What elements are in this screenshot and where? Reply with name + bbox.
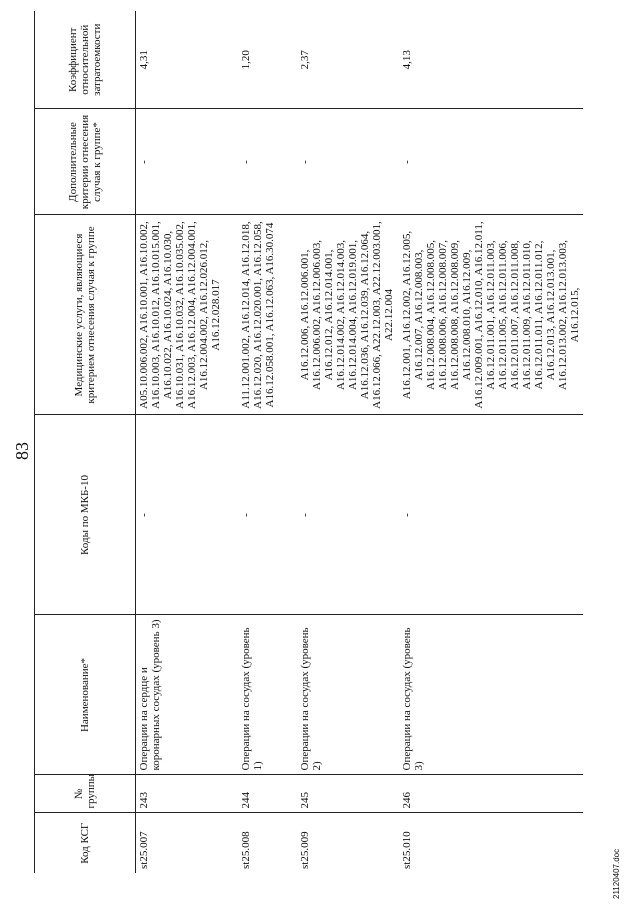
- cell-coefficient: 1,20: [238, 11, 297, 109]
- cell-services: A05.10.006.002, A16.10.001, A16.10.002, A16.10.003, A16.10.012, A16.10.015.001, A16.10.022, A16.10.024, A16.10.030, A16.10.031, A16.10.032, A16.10.035.002, A16.12.003, A16.12.004, A16.12.004.001, A16.12.004.002, A16.12.026.012, A16.12.028.017: [136, 215, 239, 415]
- table-row: [136, 11, 239, 873]
- header-mkb: Коды по МКБ-10: [35, 415, 136, 615]
- cell-name: Операции на сосудах (уровень 3): [399, 615, 583, 775]
- table-header-row: [35, 11, 136, 873]
- cell-code: st25.007: [138, 831, 150, 869]
- cell-services: A11.12.001.002, A16.12.014, A16.12.018, A16.12.020, A16.12.020.001, A16.12.058, A16.12.058.001, A16.12.063, A16.30.074: [238, 215, 297, 415]
- header-code: Код КСГ: [35, 813, 136, 873]
- table-row: [238, 11, 297, 873]
- cell-mkb: -: [399, 415, 583, 615]
- cell-code: st25.010: [401, 831, 413, 869]
- cell-group-no: 243: [136, 775, 239, 813]
- cell-extra-criteria: -: [238, 109, 297, 215]
- page-number: 83: [12, 442, 32, 460]
- cell-group-no: 244: [238, 775, 297, 813]
- cell-services: A16.12.001, A16.12.002, A16.12.005, A16.12.007, A16.12.008.003, A16.12.008.004, A16.12.008.005, A16.12.008.006, A16.12.008.007, A16.12.008.008, A16.12.008.009, A16.12.008.010, A16.12.009, A16.12.009.001, A16.12.010, A16.12.011, A16.12.011.001, A16.12.011.003, A16.12.011.005, A16.12.011.006, A16.12.011.007, A16.12.011.008, A16.12.011.009, A16.12.011.010, A16.12.011.011, A16.12.011.012, A16.12.013, A16.12.013.001, A16.12.013.002, A16.12.013.003, A16.12.015,: [399, 215, 583, 415]
- cell-group-no: 246: [399, 775, 583, 813]
- table-row: [399, 11, 583, 873]
- cell-coefficient: 4,13: [399, 11, 583, 109]
- cell-name: Операции на сосудах (уровень 2): [297, 615, 399, 775]
- header-extra-criteria: Дополнительные критерии отнесения случая к группе*: [35, 109, 136, 215]
- cell-services: A16.12.006, A16.12.006.001, A16.12.006.002, A16.12.006.003, A16.12.012, A16.12.014.001, A16.12.014.002, A16.12.014.003, A16.12.014.004, A16.12.019.001, A16.12.036, A16.12.039, A16.12.064, A16.12.066, A22.12.003, A22.12.003.001, A22.12.004: [297, 215, 399, 415]
- cell-name: Операции на сердце и коронарных сосудах (уровень 3): [136, 615, 239, 775]
- header-coefficient: Коэффициент относительной затратоемкости: [35, 11, 136, 109]
- table-row: [297, 11, 399, 873]
- cell-group-no: 245: [297, 775, 399, 813]
- cell-mkb: -: [297, 415, 399, 615]
- cell-mkb: -: [136, 415, 239, 615]
- header-services: Медицинские услуги, являющиеся критерием отнесения случая к группе: [35, 215, 136, 415]
- header-group-no: № группы: [35, 775, 136, 813]
- cell-code: st25.009: [299, 831, 311, 869]
- cell-code: st25.008: [240, 831, 252, 869]
- ksg-table: [34, 11, 583, 873]
- cell-extra-criteria: -: [297, 109, 399, 215]
- cell-extra-criteria: -: [136, 109, 239, 215]
- cell-coefficient: 4,31: [136, 11, 239, 109]
- document-file-id: 21120407.doc: [612, 848, 621, 899]
- header-name: Наименование*: [35, 615, 136, 775]
- cell-name: Операции на сосудах (уровень 1): [238, 615, 297, 775]
- cell-extra-criteria: -: [399, 109, 583, 215]
- cell-coefficient: 2,37: [297, 11, 399, 109]
- cell-mkb: -: [238, 415, 297, 615]
